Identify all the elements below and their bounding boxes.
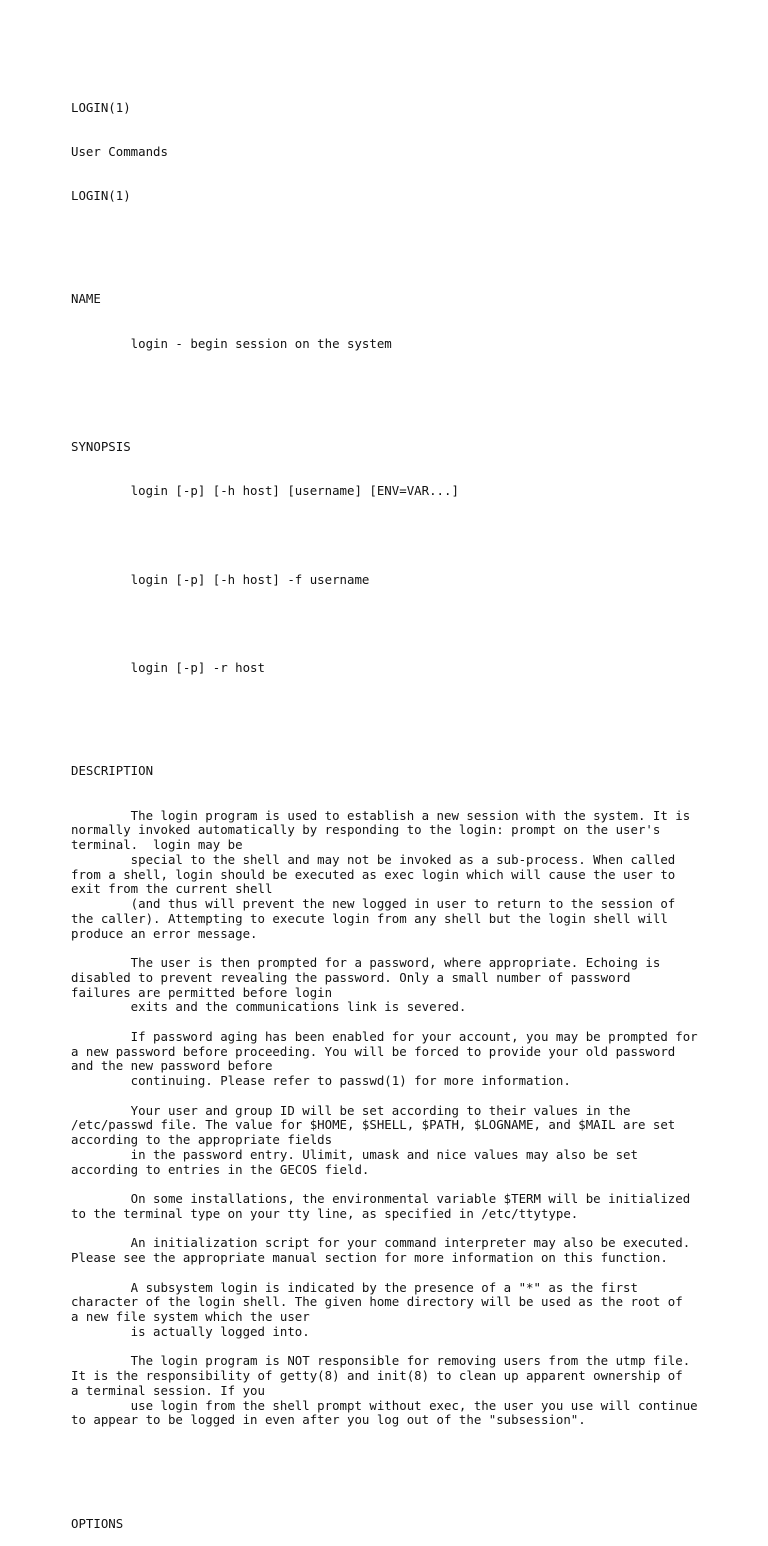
synopsis-form: login [-p] [-h host] -f username [71, 571, 370, 587]
spacer [71, 1458, 721, 1473]
description-line: use login from the shell prompt without exec, the user you use will continue [71, 1397, 698, 1413]
description-paragraph [71, 809, 721, 942]
header-left: LOGIN(1) [71, 99, 131, 115]
spacer [71, 233, 721, 248]
spacer [71, 1089, 721, 1104]
description-line: The login program is NOT responsible for removing users from the utmp file. [71, 1353, 691, 1369]
description-line: A subsystem login is indicated by the presence of a "*" as the first [71, 1279, 638, 1295]
description-line: a new file system which the user [71, 1309, 310, 1324]
header-right: LOGIN(1) [71, 188, 131, 203]
description-line: It is the responsibility of getty(8) and init(8) to clean up apparent ownership of [71, 1368, 683, 1383]
name-line: login - begin session on the system [71, 335, 392, 351]
description-line: from a shell, login should be executed as exec login which will cause the user to [71, 866, 676, 882]
section-heading-options: OPTIONS [71, 1515, 124, 1531]
spacer [71, 381, 721, 396]
description-paragraph [71, 1104, 721, 1178]
description-line: Please see the appropriate manual section for more information on this function. [71, 1250, 668, 1265]
description-line: is actually logged into. [71, 1323, 310, 1339]
synopsis-form: login [-p] -r host [71, 660, 265, 675]
synopsis-form: login [-p] [-h host] [username] [ENV=VAR...] [71, 483, 459, 498]
description-line: failures are permitted before login [71, 984, 333, 1000]
description-line: special to the shell and may not be invoked as a sub-process. When called [71, 851, 676, 867]
section-heading-name: NAME [71, 291, 101, 307]
section-heading-description: DESCRIPTION [71, 763, 154, 779]
description-paragraph [71, 956, 721, 1015]
man-page [71, 71, 721, 1546]
description-line: to appear to be logged in even after you log out of the "subsession". [71, 1412, 586, 1428]
description-line: terminal. login may be [71, 837, 243, 852]
description-line: If password aging has been enabled for your account, you may be prompted for [71, 1028, 698, 1044]
spacer [71, 528, 721, 543]
header-center: User Commands [71, 143, 168, 159]
spacer [71, 1015, 721, 1030]
section-heading-synopsis: SYNOPSIS [71, 438, 131, 454]
description-line: in the password entry. Ulimit, umask and nice values may also be set [71, 1146, 638, 1162]
description-paragraph [71, 1281, 721, 1340]
description-line: /etc/passwd file. The value for $HOME, $SHELL, $PATH, $LOGNAME, and $MAIL are set [71, 1117, 676, 1133]
description-line: The login program is used to establish a new session with the system. It is [71, 807, 691, 823]
description-line: exits and the communications link is severed. [71, 999, 467, 1015]
description-line: exit from the current shell [71, 881, 273, 897]
description-line: according to entries in the GECOS field. [71, 1161, 370, 1177]
description-line: disabled to prevent revealing the password. Only a small number of password [71, 969, 631, 985]
description-line: the caller). Attempting to execute login from any shell but the login shell will [71, 910, 668, 926]
description-line: and the new password before [71, 1058, 273, 1074]
description-line: according to the appropriate fields [71, 1132, 333, 1147]
description-line: On some installations, the environmental variable $TERM will be initialized [71, 1191, 691, 1206]
description-paragraph [71, 1192, 721, 1222]
description-line: An initialization script for your command interpreter may also be executed. [71, 1235, 691, 1251]
description-paragraph [71, 1236, 721, 1266]
description-line: a new password before proceeding. You will be forced to provide your old password [71, 1043, 676, 1059]
description-line: (and thus will prevent the new logged in user to return to the session of [71, 896, 676, 911]
description-line: continuing. Please refer to passwd(1) for more information. [71, 1073, 571, 1088]
description-line: character of the login shell. The given home directory will be used as the root of [71, 1294, 683, 1310]
spacer [71, 617, 721, 632]
description-line: The user is then prompted for a password, where appropriate. Echoing is [71, 955, 661, 970]
description-body [71, 809, 721, 1429]
description-paragraph [71, 1354, 721, 1428]
spacer [71, 1177, 721, 1192]
description-paragraph [71, 1030, 721, 1089]
description-line: a terminal session. If you [71, 1382, 265, 1398]
description-line: normally invoked automatically by responding to the login: prompt on the user's [71, 822, 661, 838]
spacer [71, 1222, 721, 1237]
spacer [71, 941, 721, 956]
spacer [71, 1266, 721, 1281]
spacer [71, 1340, 721, 1355]
description-line: produce an error message. [71, 925, 258, 941]
spacer [71, 705, 721, 720]
description-line: to the terminal type on your tty line, as specified in /etc/ttytype. [71, 1205, 579, 1221]
description-line: Your user and group ID will be set according to their values in the [71, 1102, 631, 1118]
